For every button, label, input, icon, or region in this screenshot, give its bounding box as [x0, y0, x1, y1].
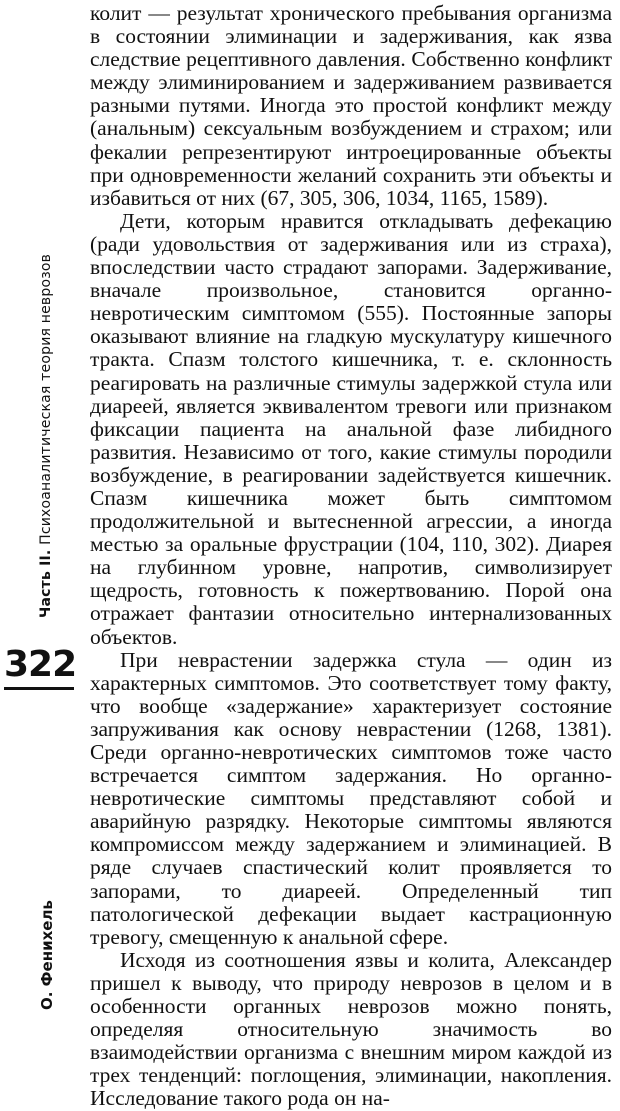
part-label: Часть II.	[38, 549, 54, 618]
paragraph: Исходя из соотношения язвы и колита, Александер пришел к выводу, что природу неврозов в целом и в особенности органных неврозов можно понять, определяя относительную значимость во взаимодействии организма с внешним миром каждой из трех тенденций: поглощения, элиминации, накопления. Исследование такого рода он на-	[90, 947, 612, 1111]
part-title: Психоаналитическая теория неврозов	[38, 253, 54, 545]
body-text	[90, 2, 612, 1111]
author-name: О. Фенихель	[38, 900, 56, 1010]
running-head	[38, 254, 54, 618]
page-margin	[0, 0, 80, 1017]
paragraph: колит — результат хронического пребывания организма в состоянии элиминации и задерживания, как язва следствие рецептивного давления. Собственно конфликт между элиминированием и задерживанием развивается разными путями. Иногда это простой конфликт между (анальным) сексуальным возбуждением и страхом; или фекалии репрезентируют интроецированные объекты при одновременности желаний сохранить эти объекты и избавиться от них (67, 305, 306, 1034, 1165, 1589).	[90, 1, 612, 210]
paragraph: При неврастении задержка стула — один из характерных симптомов. Это соответствует тому факту, что вообще «задержание» характеризует состояние запруживания как основу неврастении (1268, 1381). Среди органно-невротических симптомов тоже часто встречается симптом задержания. Но органно-невротические симптомы представляют собой и аварийную разрядку. Некоторые симптомы являются компромиссом между задержанием и элиминацией. В ряде случаев спастический колит проявляется то запорами, то диареей. Определенный тип патологической дефекации выдает кастрационную тревогу, смещенную к анальной сфере.	[90, 647, 612, 949]
page-number: 322	[4, 645, 74, 690]
paragraph: Дети, которым нравится откладывать дефекацию (ради удовольствия от задерживания или из страха), впоследствии часто страдают запорами. Задерживание, вначале произвольное, становится органно-невротическим симптомом (555). Постоянные запоры оказывают влияние на гладкую мускулатуру кишечного тракта. Спазм толстого кишечника, т. е. склонность реагировать на различные стимулы задержкой стула или диареей, является эквивалентом тревоги или признаком фиксации пациента на анальной фазе либидного развития. Независимо от того, какие стимулы породили возбуждение, в реагировании задействуется кишечник. Спазм кишечника может быть симптомом продолжительной и вытесненной агрессии, а иногда местью за оральные фрустрации (104, 110, 302). Диарея на глубинном уровне, напротив, символизирует щедрость, готовность к пожертвованию. Порой она отражает фантазии относительно интернализованных объектов.	[90, 208, 612, 649]
